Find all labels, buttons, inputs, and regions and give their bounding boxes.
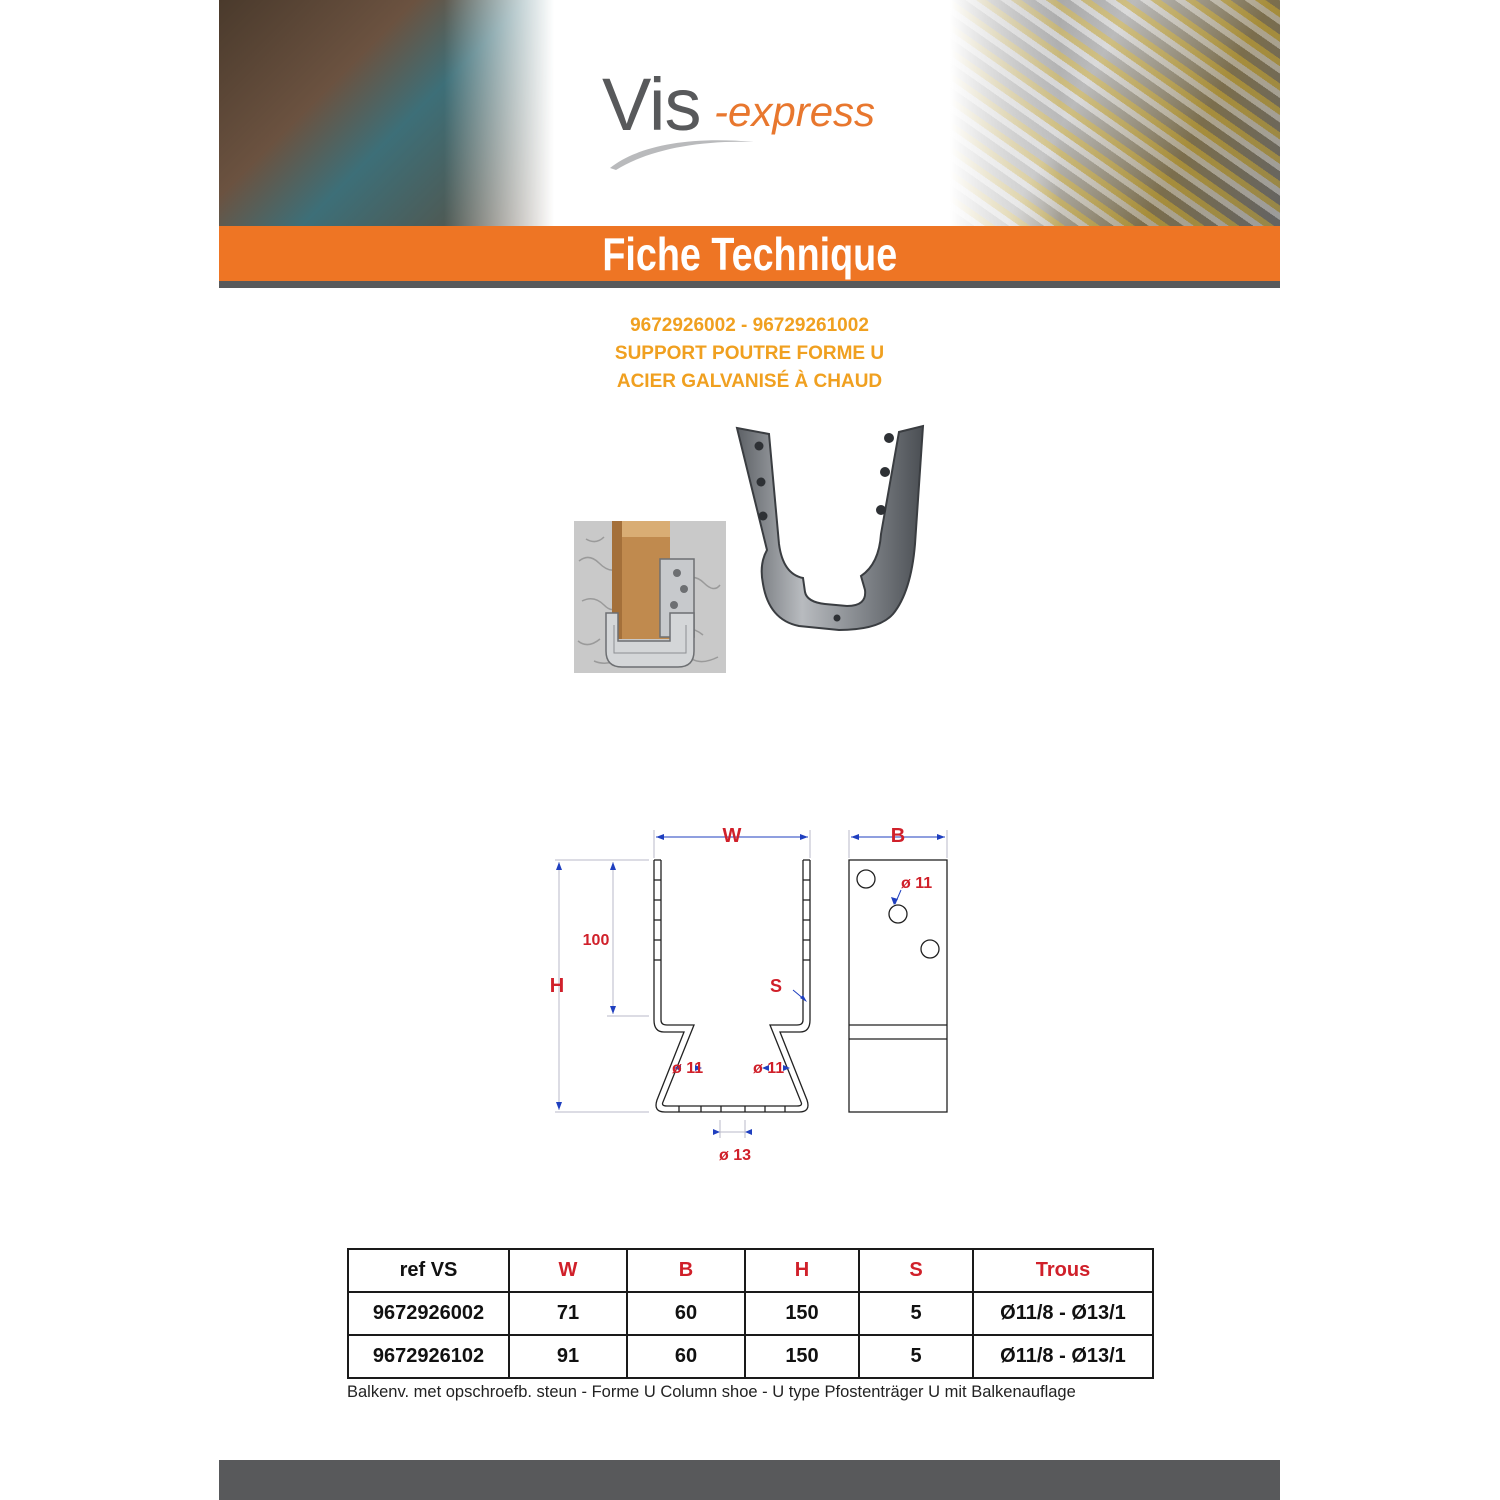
- header-h: H: [745, 1249, 859, 1292]
- cell-w: 71: [509, 1292, 627, 1335]
- cell-s: 5: [859, 1292, 973, 1335]
- table-caption: Balkenv. met opschroefb. steun - Forme U Column shoe - U type Pfostenträger U mit Balkenauflage: [347, 1383, 1076, 1401]
- label-100: 100: [582, 932, 610, 949]
- label-b: B: [890, 825, 906, 847]
- product-material: ACIER GALVANISÉ À CHAUD: [616, 371, 883, 392]
- label-w: W: [722, 825, 742, 847]
- cell-trous: Ø11/8 - Ø13/1: [973, 1335, 1153, 1378]
- cell-h: 150: [745, 1292, 859, 1335]
- page-title: Fiche Technique: [602, 227, 897, 280]
- installation-illustration: [574, 521, 726, 673]
- label-s: S: [769, 976, 783, 996]
- cell-b: 60: [627, 1335, 745, 1378]
- logo-main-text: Vis: [602, 63, 701, 146]
- technical-drawing: [549, 820, 959, 1170]
- header-trous: Trous: [973, 1249, 1153, 1292]
- product-references: 9672926002 - 96729261002: [630, 315, 869, 336]
- label-hole-bottom: ø 13: [719, 1147, 752, 1164]
- cell-s: 5: [859, 1335, 973, 1378]
- label-hole-side: ø 11: [901, 875, 933, 892]
- product-illustration: [729, 424, 929, 636]
- title-underline: [219, 281, 1280, 288]
- logo-suffix-text: -express: [714, 88, 876, 135]
- label-hole-right: ø 11: [753, 1060, 785, 1077]
- vis-express-logo: [602, 62, 902, 182]
- cell-b: 60: [627, 1292, 745, 1335]
- header-w: W: [509, 1249, 627, 1292]
- table-row: [348, 1292, 1153, 1335]
- table-row: [348, 1335, 1153, 1378]
- label-h: H: [549, 975, 565, 997]
- header-b: B: [627, 1249, 745, 1292]
- cell-w: 91: [509, 1335, 627, 1378]
- label-hole-left: ø 11: [672, 1060, 704, 1077]
- header-ref: ref VS: [348, 1249, 509, 1292]
- logo-swoosh-icon: [608, 132, 758, 172]
- product-heading: [219, 312, 1280, 396]
- spec-table: [347, 1248, 1154, 1379]
- cell-ref: 9672926102: [348, 1335, 509, 1378]
- cell-h: 150: [745, 1335, 859, 1378]
- title-bar: [219, 226, 1280, 281]
- header-banner: [219, 0, 1280, 226]
- product-name: SUPPORT POUTRE FORME U: [614, 343, 885, 364]
- technical-sheet-page: [219, 0, 1280, 1500]
- cell-trous: Ø11/8 - Ø13/1: [973, 1292, 1153, 1335]
- cell-ref: 9672926002: [348, 1292, 509, 1335]
- table-header-row: [348, 1249, 1153, 1292]
- footer-bar: [219, 1460, 1280, 1500]
- header-s: S: [859, 1249, 973, 1292]
